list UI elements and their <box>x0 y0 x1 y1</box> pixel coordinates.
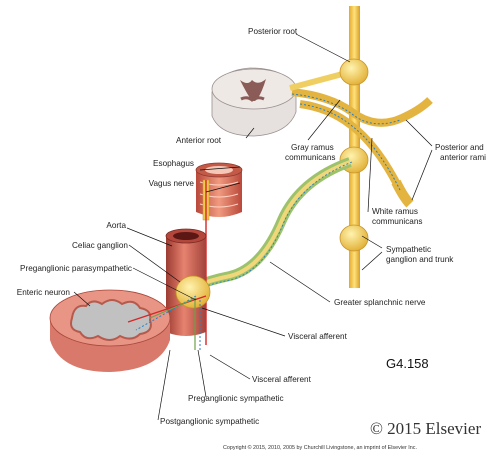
label-visceral-afferent-1: Visceral afferent <box>288 332 347 341</box>
figure-id: G4.158 <box>386 356 429 371</box>
copyright-watermark: © 2015 Elsevier <box>370 419 482 438</box>
label-sympathetic-1: Sympathetic <box>386 245 432 254</box>
label-gray-ramus-1: Gray ramus <box>291 143 334 152</box>
label-celiac-ganglion: Celiac ganglion <box>72 241 128 250</box>
label-postganglionic-sympathetic: Postganglionic sympathetic <box>160 417 260 426</box>
label-preganglionic-sympathetic: Preganglionic sympathetic <box>188 394 284 403</box>
label-vagus-nerve: Vagus nerve <box>148 179 194 188</box>
celiac-ganglion <box>176 276 210 308</box>
label-preganglionic-parasympathetic: Preganglionic parasympathetic <box>20 264 132 273</box>
label-enteric-neuron: Enteric neuron <box>16 288 70 297</box>
label-visceral-afferent-2: Visceral afferent <box>252 375 311 384</box>
label-gray-ramus-2: communicans <box>285 153 336 162</box>
intestine-section <box>50 290 170 372</box>
label-greater-splanchnic: Greater splanchnic nerve <box>334 298 426 307</box>
label-rami-1: Posterior and <box>435 143 484 152</box>
label-posterior-root: Posterior root <box>248 27 298 36</box>
label-white-ramus-2: communicans <box>372 217 423 226</box>
label-white-ramus-1: White ramus <box>372 207 418 216</box>
label-anterior-root: Anterior root <box>176 136 222 145</box>
label-rami-2: anterior rami <box>440 153 486 162</box>
label-esophagus: Esophagus <box>153 159 194 168</box>
copyright-line: Copyright © 2015, 2010, 2005 by Churchill Livingstone, an imprint of Elsevier Inc. <box>223 445 417 451</box>
label-sympathetic-2: ganglion and trunk <box>386 255 454 264</box>
spinal-cord <box>212 68 296 136</box>
label-aorta: Aorta <box>106 221 126 230</box>
